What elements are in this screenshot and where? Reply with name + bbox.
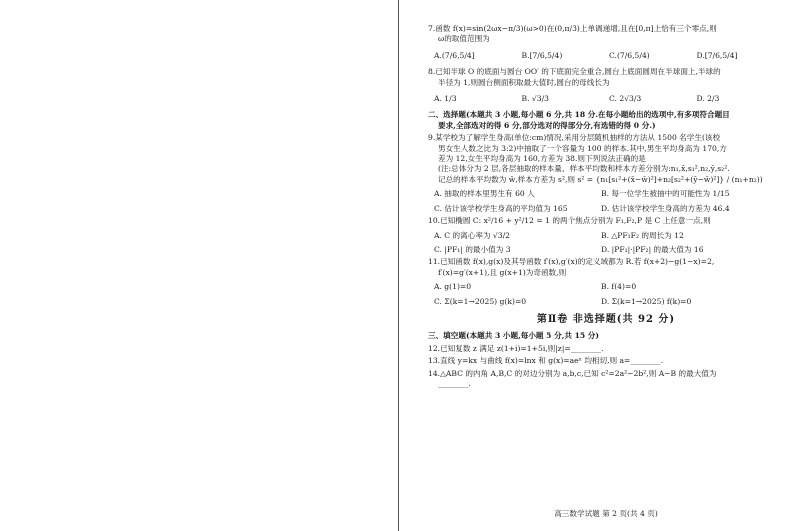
section-2-line-2: 要求,全部选对的得 6 分,部分选对的得部分分,有选错的得 0 分.) <box>438 120 656 130</box>
part-2-title: 第Ⅱ卷 非选择题(共 92 分) <box>536 313 676 325</box>
q11-option-c: C. Σ(k=1→2025) g(k)=0 <box>434 296 527 306</box>
q8-option-b: B. √3/3 <box>521 94 549 104</box>
q9-options-row-1 <box>434 189 784 199</box>
q8-option-d: D. 2/3 <box>696 94 720 104</box>
q7-option-a: A.(7/6,5/4] <box>434 50 475 60</box>
q7-option-c: C.(7/6,5/4) <box>609 50 650 60</box>
section-2-heading <box>428 110 784 131</box>
question-12: 12.已知复数 z 满足 z(1+i)=1+5i,则|z|=________. <box>428 343 604 353</box>
page-footer: 高三数学试题 第 2 页(共 4 页) <box>554 509 658 518</box>
q8-line-1: 8.已知半球 O 的底面与圆台 OO′ 的下底面完全重合,圆台上底面圆周在半球面上,半球的 <box>428 67 721 77</box>
q10-line-1: 10.已知椭圆 C: x²/16 + y²/12 = 1 的两个焦点分别为 F₁,F₂,P 是 C 上任意一点,则 <box>428 216 711 226</box>
question-11 <box>428 257 784 307</box>
q10-option-d: D. |PF₁|·|PF₂| 的最大值为 16 <box>601 244 704 254</box>
q11-option-d: D. Σ(k=1→2025) f(k)=0 <box>601 296 692 306</box>
question-13: 13.直线 y=kx 与曲线 f(x)=lnx 和 g(x)=aeˣ 均相切,则 a=________. <box>428 356 664 366</box>
q11-options-row-1 <box>434 282 784 292</box>
q9-line-4: (注:总体分为 2 层,各层抽取的样本量、样本平均数和样本方差分别为:n₁,x̄,s₁²,n₂,ȳ,s₂². <box>438 164 730 174</box>
q9-options-row-2 <box>434 204 784 214</box>
q8-line-2: 半径为 1,则圆台侧面积取最大值时,圆台的母线长为 <box>438 77 610 87</box>
section-2-line-1: 二、选择题(本题共 3 小题,每小题 6 分,共 18 分.在每小题给出的选项中,有多项符合题目 <box>428 110 730 120</box>
q9-line-1: 9.某学校为了解学生身高(单位:cm)情况,采用分层随机抽样的方法从 1500 名学生(该校 <box>428 133 721 143</box>
q11-line-1: 11.已知函数 f(x),g(x)及其导函数 f′(x),g′(x)的定义域都为 R.若 f(x+2)−g(1−x)=2, <box>428 257 715 267</box>
question-8 <box>428 67 784 104</box>
q10-option-c: C. |PF₁| 的最小值为 3 <box>434 244 511 254</box>
q8-option-c: C. 2√3/3 <box>609 94 642 104</box>
question-10 <box>428 216 784 255</box>
q10-options-row-1 <box>434 231 784 241</box>
q14-line-1: 14.△ABC 的内角 A,B,C 的对边分别为 a,b,c,已知 c²=2a²−2b²,则 A−B 的最大值为 <box>428 368 717 378</box>
left-margin <box>0 0 398 531</box>
q8-option-a: A. 1/3 <box>434 94 457 104</box>
question-9 <box>428 133 784 214</box>
q11-option-b: B. f(4)=0 <box>601 282 637 292</box>
section-3-heading: 三、填空题(本题共 3 小题,每小题 5 分,共 15 分) <box>428 331 599 341</box>
q7-option-d: D.[7/6,5/4] <box>696 50 738 60</box>
q7-option-b: B.[7/6,5/4) <box>521 50 563 60</box>
exam-page <box>428 22 784 522</box>
q7-line-2: ω的取值范围为 <box>438 34 490 44</box>
q8-options <box>434 94 784 104</box>
q9-line-3: 差为 12,女生平均身高为 160,方差为 38.则下列说法正确的是 <box>438 154 646 164</box>
q9-option-d: D. 估计该学校学生身高的方差为 46.4 <box>601 203 730 213</box>
question-7 <box>428 24 784 61</box>
q7-options <box>434 51 784 61</box>
q11-option-a: A. g(1)=0 <box>434 282 472 292</box>
q10-option-b: B. △PF₁F₂ 的周长为 12 <box>601 230 684 240</box>
q9-option-c: C. 估计该学校学生身高的平均值为 165 <box>434 203 568 213</box>
q9-line-5: 记总的样本平均数为 w̄,样本方差为 s²,则 s² = {n₁[s₁²+(x̄−w̄)²]+n₂[s₂²+(ȳ−w̄)²]} / (n₁+n₂)) <box>438 174 763 184</box>
q14-line-2: ________. <box>438 378 471 388</box>
q9-option-b: B. 每一位学生被抽中的可能性为 1/15 <box>601 189 730 199</box>
q9-line-2: 男女生人数之比为 3:2)中抽取了一个容量为 100 的样本.其中,男生平均身高为 170,方 <box>438 143 727 153</box>
q9-option-a: A. 抽取的样本里男生有 60 人 <box>434 189 535 199</box>
page-fold-line <box>398 0 399 531</box>
question-14 <box>428 369 784 390</box>
q10-options-row-2 <box>434 245 784 255</box>
q11-line-2: f′(x)=g′(x+1),且 g(x+1)为奇函数,则 <box>438 267 567 277</box>
q10-option-a: A. C 的离心率为 √3/2 <box>434 230 510 240</box>
q7-line-1: 7.函数 f(x)=sin(2ωx−π/3)(ω>0)在(0,π/3)上单调递增,且在[0,π]上恰有三个零点,则 <box>428 24 717 33</box>
q11-options-row-2 <box>434 297 784 307</box>
